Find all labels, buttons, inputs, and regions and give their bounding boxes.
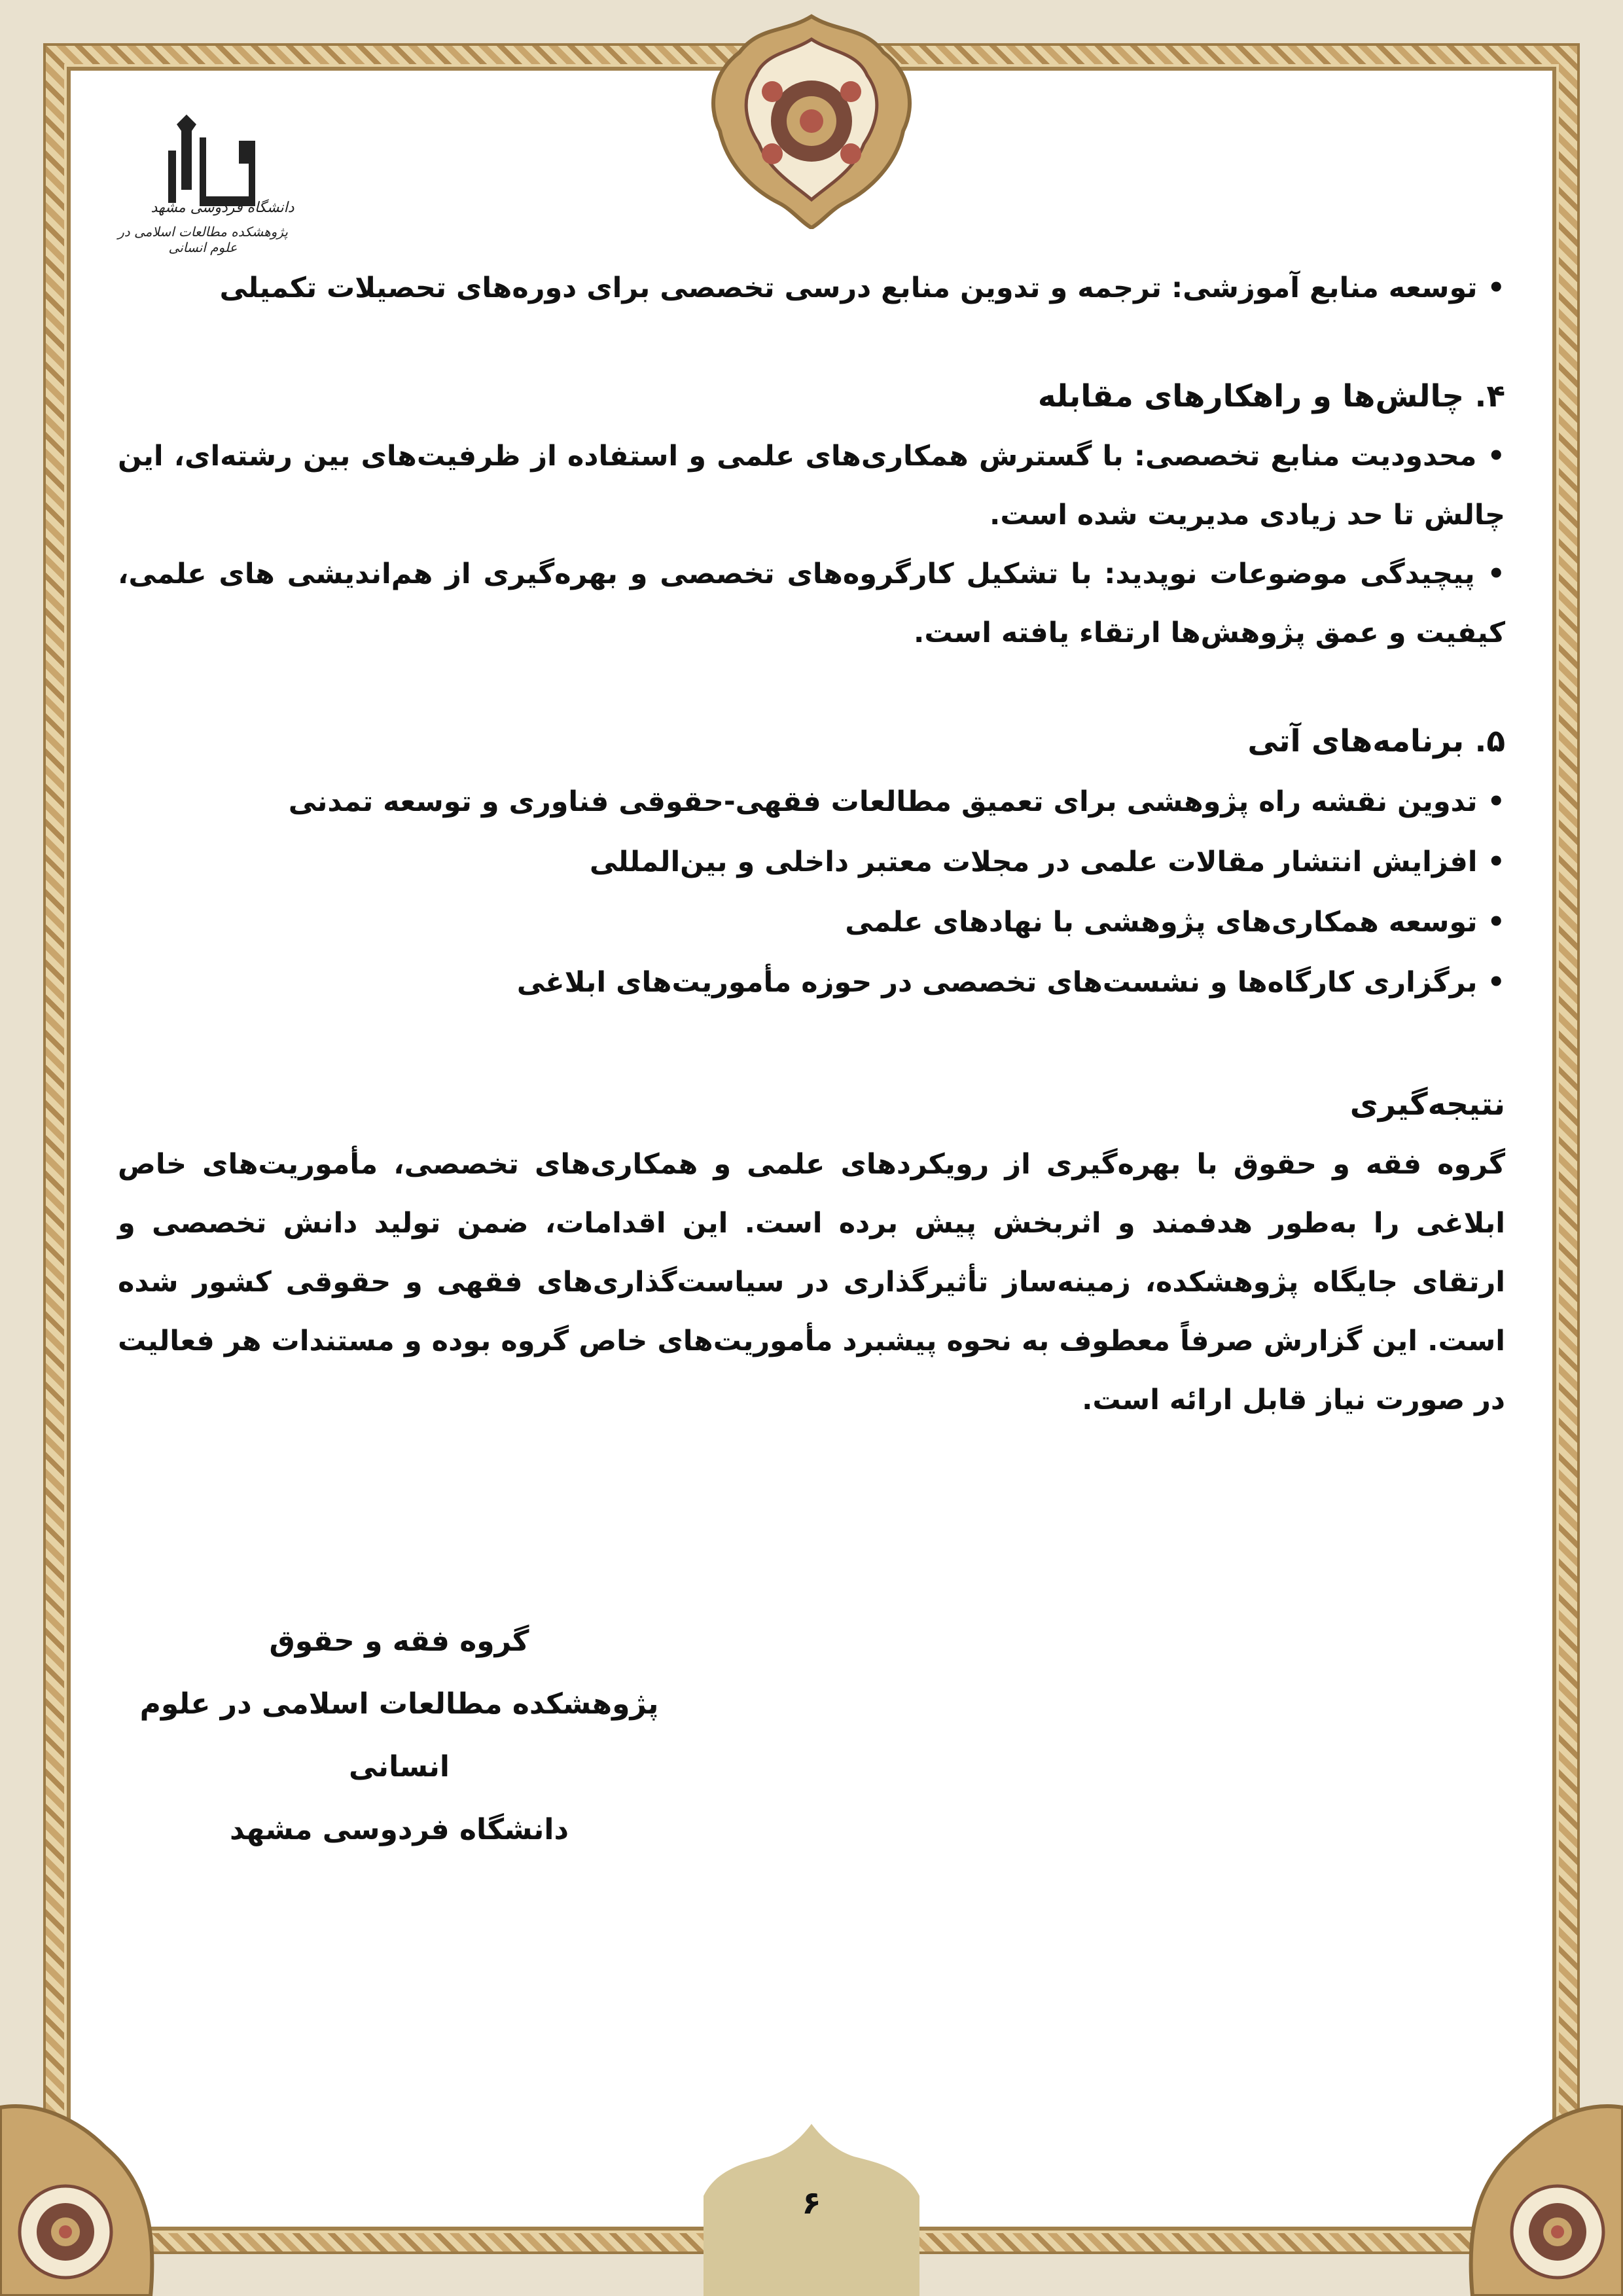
signature-institute: پژوهشکده مطالعات اسلامی در علوم انسانی <box>139 1687 659 1784</box>
conclusion-text: گروه فقه و حقوق با بهره‌گیری از رویکردهای علمی و همکاری‌های تخصصی، مأموریت‌های خاص ابلاغی را به‌طور هدفمند و اثربخش پیش برده است. این اقدامات، ضمن تولید دانش تخصصی و ارتقای جایگاه پژوهشکده، زمینه‌ساز تأثیرگذاری در سیاست‌گذاری‌های فقهی و حقوقی کشور شده است. این گزارش صرفاً معطوف به نحوه پیشبرد مأموریت‌های خاص گروه بوده و مستندات هر فعالیت در صورت نیاز قابل ارائه است. <box>118 1148 1505 1416</box>
section5-bullet: • تدوین نقشه راه پژوهشی برای تعمیق مطالعات فقهی-حقوقی فناوری و توسعه تمدنی <box>288 785 1505 818</box>
university-logo <box>108 111 298 262</box>
corner-ornament-right-icon <box>1459 2081 1623 2296</box>
section5-heading: ۵. برنامه‌های آتی <box>1247 723 1505 759</box>
logo-emblem-icon <box>108 111 298 209</box>
section4-bullet: • پیچیدگی موضوعات نوپدید: با تشکیل کارگروه‌های تخصصی و بهره‌گیری از هم‌اندیشی های علمی، کیفیت و عمق پژوهش‌ها ارتقاء یافته است. <box>118 558 1505 649</box>
signature-university: دانشگاه فردوسی مشهد <box>229 1813 569 1846</box>
report-body <box>118 259 1505 1429</box>
intro-bullet: • توسعه منابع آموزشی: ترجمه و تدوین منابع درسی تخصصی برای دوره‌های تحصیلات تکمیلی <box>219 272 1505 304</box>
signature-block <box>118 1610 681 1861</box>
section5-bullet: • برگزاری کارگاه‌ها و نشست‌های تخصصی در حوزه مأموریت‌های ابلاغی <box>516 966 1505 999</box>
logo-institute-name: پژوهشکده مطالعات اسلامی در علوم انسانی <box>118 224 288 255</box>
page-number: ۶ <box>802 2185 821 2221</box>
top-ornament-icon <box>700 13 923 229</box>
section5-bullet: • توسعه همکاری‌های پژوهشی با نهادهای علمی <box>845 906 1505 939</box>
signature-group: گروه فقه و حقوق <box>269 1624 529 1658</box>
section4-bullet: • محدودیت منابع تخصصی: با گسترش همکاری‌های علمی و استفاده از ظرفیت‌های بین رشته‌ای، این چالش تا حد زیادی مدیریت شده است. <box>118 440 1505 531</box>
corner-ornament-left-icon <box>0 2081 164 2296</box>
section5-bullet: • افزایش انتشار مقالات علمی در مجلات معتبر داخلی و بین‌المللی <box>589 846 1505 878</box>
section4-heading: ۴. چالش‌ها و راهکارهای مقابله <box>1037 378 1505 414</box>
logo-university-name: دانشگاه فردوسی مشهد <box>151 200 294 216</box>
conclusion-heading: نتیجه‌گیری <box>1349 1086 1505 1122</box>
